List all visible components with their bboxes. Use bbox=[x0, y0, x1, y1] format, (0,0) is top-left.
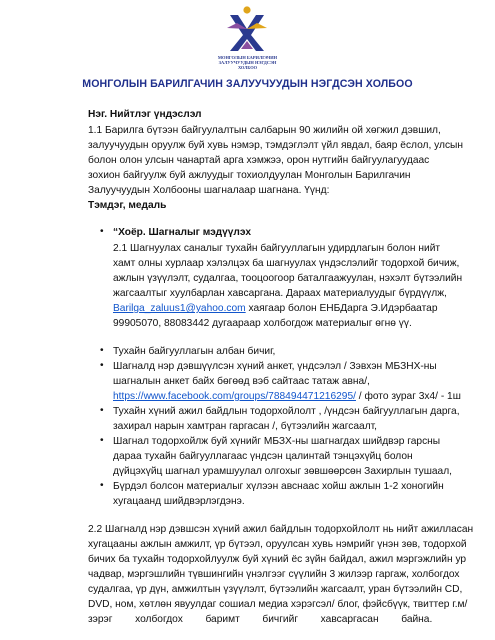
bullet-2-line-2: шагналын анкет байх бөгөөд вэб сайтаас татаж авна/, bbox=[113, 376, 370, 387]
organization-logo-icon bbox=[223, 6, 271, 52]
email-line-rest: хаягаар болон ЕНБДарга Э.Идэрбаатар bbox=[245, 303, 438, 314]
facebook-group-link[interactable]: https://www.facebook.com/groups/788494471216295/ bbox=[113, 391, 356, 402]
logo-text-line-3: ХОЛБОО bbox=[237, 65, 258, 70]
section1-line-2: залуучуудын оруулж буй хувь нэмэр, тэмдэглэлт үйл явдал, баяр ёслол, улсын bbox=[88, 140, 464, 151]
section2-phone-line: 99905070, 88083442 дугаараар холбогдож материалыг өгнө үү. bbox=[113, 318, 412, 329]
section1-line-4: зохион байгуулж буй ажлуудыг тохиолдуулан Монголын Барилгачин bbox=[88, 170, 411, 181]
section22-line-2: хугацааны ажлын амжилт, үр бүтээл, оруулсан хувь нэмрийг үнэн зөв, тодорхой bbox=[88, 539, 467, 550]
bullet-dot: • bbox=[100, 435, 104, 446]
section2-heading: “Хоёр. Шагналыг мэдүүлэх bbox=[113, 227, 252, 238]
bullet-4-line-1: Шагнал тодорхойлж буй хүнийг МБЗХ-ны шагнагдах шийдвэр гарсны bbox=[113, 436, 441, 447]
bullet-dot: • bbox=[100, 226, 104, 237]
section22-line-3: бичих ба тухайн тодорхойлуулж буй хүний ёс зүйн байдал, ажил мэргэжлийн ур bbox=[88, 554, 467, 565]
section1-line-3: болон олон улсын чанартай арга хэмжээ, орон нутгийн байгуулагуудаас bbox=[88, 155, 430, 166]
section22-line-4: чадвар, мэргэшлийн түвшингийн үнэлгээг сүүлийн 3 жилээр гаргаж, холбогдох bbox=[88, 569, 460, 580]
bullet-1-line-1: Тухайн байгууллагын албан бичиг, bbox=[113, 346, 276, 357]
section2-email-line bbox=[113, 302, 438, 317]
section22-line-6: DVD, ном, хөтлөн явуулдаг сошиал медиа хэрэгсэл/ блог, фэйсбүүк, твиттер г.м/ bbox=[88, 599, 468, 610]
bullet-5-line-1: Бүрдэл болсон материалыг хүлээн авснаас хойш ажлын 1-2 хоногийн bbox=[113, 481, 444, 492]
logo-text-line-1: МОНГОЛЫН БАРИЛГАЧИН bbox=[217, 55, 278, 60]
bullet-dot: • bbox=[100, 345, 104, 356]
bullet-5-line-2: хугацаанд шийдвэрлэгдэнэ. bbox=[113, 496, 245, 507]
logo-text-line-2: ЗАЛУУЧУУДЫН НЭГДСЭН bbox=[218, 60, 277, 65]
bullet-dot: • bbox=[100, 480, 104, 491]
section1-heading: Нэг. Нийтлэг үндэслэл bbox=[88, 109, 202, 120]
section2-line-4: жагсаалтыг хуулбарлан хавсаргана. Дараах материалуудыг бүрдүүлж, bbox=[113, 288, 447, 299]
section22-line-5: судалгаа, үр дүн, амжилтын үзүүлэлт, бүтээлийн жагсаалт, уран бүтээлийн CD, bbox=[88, 584, 463, 595]
section22-line-7: зэрэг холбогдох баримт бичгийг хавсаргасан байна. bbox=[88, 614, 433, 625]
bullet-3-line-1: Тухайн хүний ажил байдлын тодорхойлолт , /үндсэн байгууллагын дарга, bbox=[113, 406, 460, 417]
section1-line-1: 1.1 Барилга бүтээн байгуулалтын салбарын 90 жилийн ой хөгжил дэвшил, bbox=[88, 125, 441, 136]
link-line-rest: / фото зураг 3x4/ - 1ш bbox=[355, 391, 461, 402]
bullet-4-line-3: дүйцэхүйц шагнал урамшуулал олгохыг зөвшөөрсөн Захирлын тушаал, bbox=[113, 466, 452, 477]
section1-line-5: Залуучуудын Холбооны шагналаар шагнана. Үүнд: bbox=[88, 185, 330, 196]
section2-line-1: 2.1 Шагнуулах саналыг тухайн байгууллагын удирдлагын болон нийт bbox=[113, 243, 441, 254]
document-title: МОНГОЛЫН БАРИЛГАЧИН ЗАЛУУЧУУДЫН НЭГДСЭН ХОЛБОО bbox=[82, 78, 413, 90]
bullet-dot: • bbox=[100, 405, 104, 416]
section2-line-2: хамт олны хурлаар хэлэлцэх ба шагнуулах үндэслэлийг тодорхой бичиж, bbox=[113, 258, 460, 269]
bullet-3-line-2: захирал нарын хамтран гаргасан /, бүтээлийн жагсаалт, bbox=[113, 421, 378, 432]
section2-line-3: ажлын үзүүлэлт, судалгаа, тооцоогоор баталгаажуулан, нэхэлт бүтээлийн bbox=[113, 273, 463, 284]
bullet-4-line-2: дараа тухайн байгууллагаас үндсэн цалинтай тэнцэхүйц болон bbox=[113, 451, 413, 462]
section1-subheading: Тэмдэг, медаль bbox=[88, 200, 167, 211]
email-link[interactable]: Barilga_zaluus1@yahoo.com bbox=[113, 303, 246, 314]
bullet-2-link-line bbox=[113, 390, 461, 405]
bullet-2-line-1: Шагналд нэр дэвшүүлсэн хүний анкет, үндсэлэл / Зэвхэн МБЗНХ-ны bbox=[113, 361, 437, 372]
section22-line-1: 2.2 Шагналд нэр дэвшсэн хүний ажил байдлын тодорхойлолт нь нийт ажилласан bbox=[88, 524, 474, 535]
bullet-dot: • bbox=[100, 360, 104, 371]
